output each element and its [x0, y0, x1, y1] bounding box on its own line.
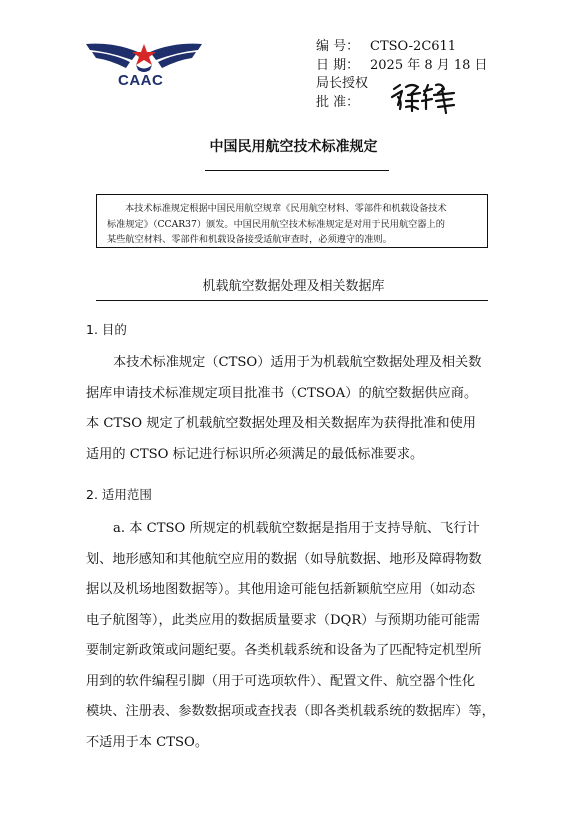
logo-text: CAAC: [118, 72, 164, 89]
notice-line: 本技术标准规定根据中国民用航空规章《民用航空材料、零部件和机载设备技术: [125, 203, 447, 214]
subtitle-divider: [96, 300, 488, 301]
meta-approve: 批 准：: [316, 94, 360, 110]
text-line: 电子航图等），此类应用的数据质量要求（DQR）与预期功能可能需: [86, 612, 480, 628]
text-line: 不适用于本 CTSO。: [86, 734, 209, 750]
text-line: 据以及机场地图数据等）。其他用途可能包括新颖航空应用（如动态: [86, 582, 476, 597]
section-heading-scope: 2. 适用范围: [86, 487, 152, 502]
main-title: 中国民用航空技术标准规定: [209, 139, 378, 155]
meta-date: 日 期： 2025 年 8 月 18 日: [316, 57, 488, 73]
text-line: 本 CTSO 规定了机载航空数据处理及相关数据库为获得批准和使用: [86, 416, 476, 431]
signature-image: [388, 79, 460, 117]
notice-box: [96, 194, 488, 248]
text-line: 划、地形感知和其他航空应用的数据（如导航数据、地形及障碍物数: [86, 551, 482, 567]
notice-line: 某些航空材料、零部件和机载设备接受适航审查时，必须遵守的准则。: [107, 234, 392, 245]
text-line: 要制定新政策或问题纪要。各类机载系统和设备为了匹配特定机型所: [86, 643, 482, 658]
meta-authorized: 局长授权: [316, 76, 369, 91]
section-body-scope: [86, 514, 498, 758]
meta-number: 编 号： CTSO-2C611: [316, 39, 457, 54]
section-heading-purpose: 1. 目的: [86, 322, 127, 337]
notice-line: 标准规定》（CCAR37）颁发。中国民用航空技术标准规定是对用于民用航空器上的: [107, 218, 445, 230]
text-line: a. 本 CTSO 所规定的机载航空数据是指用于支持导航、飞行计: [113, 521, 480, 536]
text-line: 据库申请技术标准规定项目批准书（CTSOA）的航空数据供应商。: [86, 385, 478, 401]
sub-title: 机载航空数据处理及相关数据库: [202, 279, 385, 294]
text-line: 本技术标准规定（CTSO）适用于为机载航空数据处理及相关数: [113, 355, 482, 370]
text-line: 适用的 CTSO 标记进行标识所必须满足的最低标准要求。: [86, 446, 424, 462]
title-divider: [205, 170, 389, 171]
text-line: 用到的软件编程引脚（用于可选项软件）、配置文件、航空器个性化: [86, 673, 476, 689]
text-line: 模块、注册表、参数数据项或查找表（即各类机载系统的数据库）等，: [86, 704, 495, 719]
section-body-purpose: [86, 348, 498, 470]
